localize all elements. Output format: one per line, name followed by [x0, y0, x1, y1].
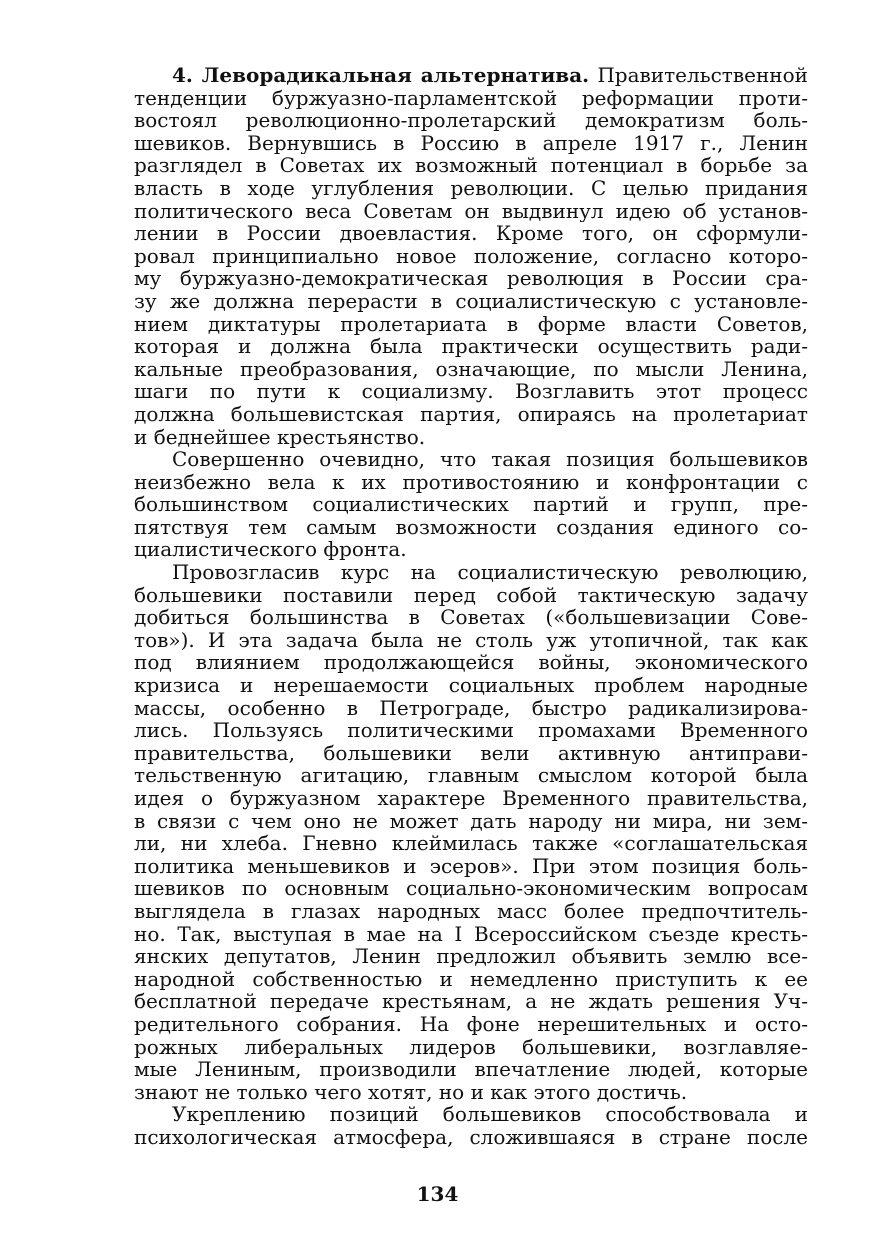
paragraph-4 [134, 1103, 808, 1148]
page-number: 134 [416, 1182, 459, 1206]
text-line: Укреплению позиций большевиков способствовала и [172, 1103, 808, 1126]
text-line: лении в России двоевластия. Кроме того, он сформули- [134, 222, 808, 245]
text-line: разглядел в Советах их возможный потенциал в борьбе за [134, 154, 808, 177]
text-line: в связи с чем оно не может дать народу ни мира, ни зем- [134, 809, 808, 833]
text-line: востоял революционно-пролетарский демократизм боль- [134, 109, 808, 132]
text-line: янских депутатов, Ленин предложил объявить землю все- [134, 945, 808, 968]
text-line: власть в ходе углубления революции. С целью придания [134, 176, 808, 200]
text-line: циалистического фронта. [134, 538, 407, 562]
text-line: правительства, большевики вели активную антиправи- [134, 741, 808, 765]
text-line: пятствуя тем самым возможности создания единого со- [134, 515, 808, 539]
text-line: 4. Леворадикальная альтернатива. Правительственной [172, 64, 808, 87]
paragraph-3 [134, 561, 808, 1103]
paragraph-1 [134, 64, 808, 448]
text-line: ли, ни хлеба. Гневно клеймилась также «соглашательская [134, 832, 808, 855]
text-line: добиться большинства в Советах («большевизации Сове- [134, 606, 808, 629]
text-line: психологическая атмосфера, сложившаяся в стране после [134, 1125, 808, 1149]
text-line: выглядела в глазах народных масс более предпочтитель- [134, 899, 808, 923]
text-line: лись. Пользуясь политическими промахами Временного [134, 719, 808, 742]
section-heading: 4. Леворадикальная альтернатива. [172, 64, 590, 87]
text-line: шевиков. Вернувшись в Россию в апреле 1917 г., Ленин [134, 131, 808, 155]
text-line: идея о буржуазном характере Временного правительства, [134, 787, 808, 810]
text-line: под влиянием продолжающейся войны, экономического [134, 651, 808, 675]
text-line: народной собственностью и немедленно приступить к ее [134, 967, 808, 991]
text-line: тенденции буржуазно-парламентской реформации проти- [134, 86, 808, 110]
text-line: которая и должна была практически осуществить ради- [134, 335, 808, 358]
text-line: зу же должна перерасти в социалистическую с установле- [134, 289, 808, 313]
text-line: тельственную агитацию, главным смыслом которой была [134, 764, 808, 787]
text-line: кальные преобразования, означающие, по мысли Ленина, [134, 357, 808, 381]
text-line: нием диктатуры пролетариата в форме власти Советов, [134, 312, 808, 336]
text-line: но. Так, выступая в мае на I Всероссийском съезде кресть- [134, 922, 808, 946]
text-line: ровал принципиально новое положение, согласно которо- [134, 244, 808, 268]
text-line: редительного собрания. На фоне нерешительных и осто- [134, 1012, 808, 1036]
text-line: политика меньшевиков и эсеров». При этом позиция боль- [134, 854, 808, 878]
text-line: Совершенно очевидно, что такая позиция большевиков [172, 448, 808, 471]
text-line: рожных либеральных лидеров большевики, возглавляе- [134, 1035, 808, 1059]
text-line: и беднейшее крестьянство. [134, 425, 426, 449]
text-line: политического веса Советам он выдвинул идею об установ- [134, 199, 808, 223]
text-line: шаги по пути к социализму. Возглавить этот процесс [134, 380, 808, 403]
text-line: массы, особенно в Петрограде, быстро радикализирова- [134, 696, 808, 720]
text-line: бесплатной передаче крестьянам, а не ждать решения Уч- [134, 990, 808, 1013]
text-line: неизбежно вела к их противостоянию и конфронтации с [134, 470, 808, 494]
text-line: должна большевистская партия, опираясь на пролетариат [134, 402, 808, 426]
text-line: большинством социалистических партий и групп, пре- [134, 493, 808, 516]
text-line: му буржуазно-демократическая революция в России сра- [134, 267, 808, 290]
text-line: шевиков по основным социально-экономическим вопросам [134, 877, 808, 900]
text-line: Провозгласив курс на социалистическую революцию, [172, 561, 808, 584]
text-line: большевики поставили перед собой тактическую задачу [134, 583, 808, 607]
paragraph-2 [134, 448, 808, 561]
text-line: кризиса и нерешаемости социальных проблем народные [134, 674, 808, 697]
text-line: знают не только чего хотят, но и как этого достичь. [134, 1080, 688, 1104]
text-line: мые Лениным, производили впечатление людей, которые [134, 1058, 808, 1081]
page-text [134, 64, 808, 1149]
text-line: тов»). И эта задача была не столь уж утопичной, так как [134, 628, 808, 652]
